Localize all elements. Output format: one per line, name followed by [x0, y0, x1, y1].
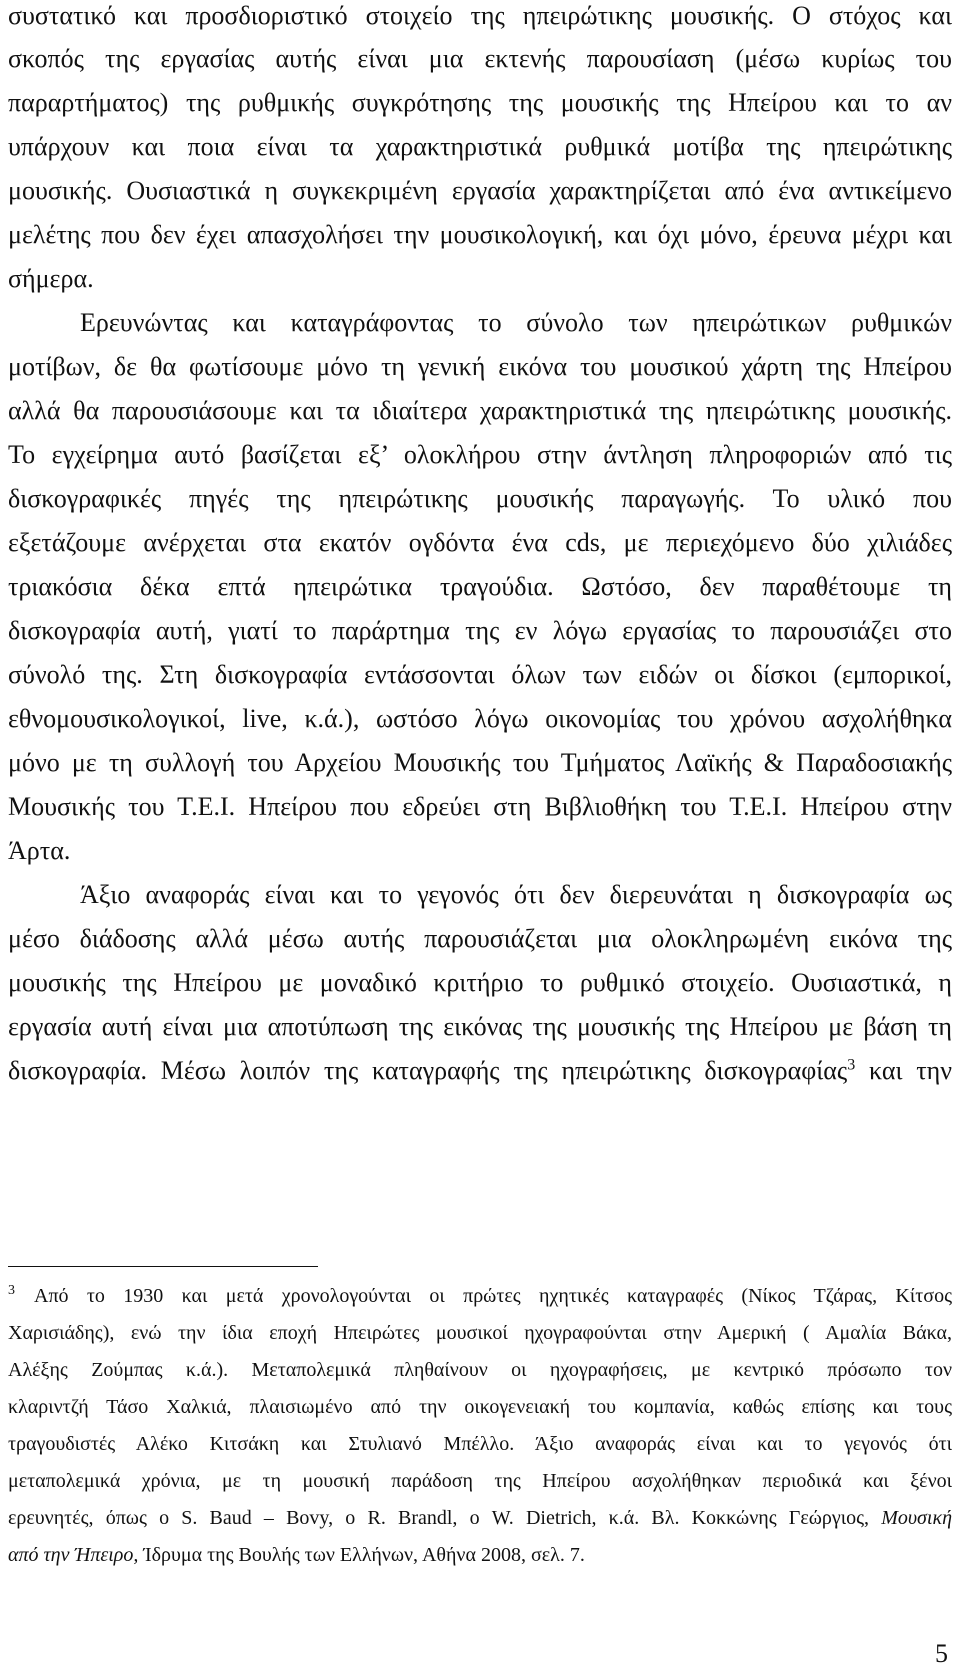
- body-line: μόνο με τη συλλογή του Αρχείου Μουσικής του Τμήματος Λαϊκής & Παραδοσιακής: [8, 748, 952, 777]
- footnote-book-title: από την Ήπειρο,: [8, 1544, 139, 1566]
- page-number: 5: [935, 1639, 948, 1668]
- body-line: αλλά θα παρουσιάσουμε και τα ιδιαίτερα χαρακτηριστικά της ηπειρώτικης μουσικής.: [8, 396, 952, 425]
- body-line: μοτίβων, δε θα φωτίσουμε μόνο τη γενική εικόνα του μουσικού χάρτη της Ηπείρου: [8, 352, 952, 381]
- footnote-line: Χαρισιάδης), ενώ την ίδια εποχή Ηπειρώτες μουσικοί ηχογραφούνται στην Αμερική ( Αμαλία Βάκα,: [8, 1322, 952, 1344]
- body-line: μουσικής της Ηπείρου με μοναδικό κριτήριο το ρυθμικό στοιχείο. Ουσιαστικά, η: [8, 968, 952, 997]
- body-line: παραρτήματος) της ρυθμικής συγκρότησης της μουσικής της Ηπείρου και το αν: [8, 88, 952, 117]
- footnote-line: Αλέξης Ζούμπας κ.ά.). Μεταπολεμικά πληθαίνουν οι ηχογραφήσεις, με κεντρικό πρόσωπο τον: [8, 1359, 952, 1381]
- body-line: Άξιο αναφοράς είναι και το γεγονός ότι δεν διερευνάται η δισκογραφία ως: [80, 880, 952, 909]
- body-line: δισκογραφία αυτή, γιατί το παράρτημα της εν λόγω εργασίας το παρουσιάζει στο: [8, 616, 952, 645]
- footnote-reference[interactable]: 3: [847, 1056, 856, 1074]
- body-line: εργασία αυτή είναι μια αποτύπωση της εικόνας της μουσικής της Ηπείρου με βάση τη: [8, 1012, 952, 1041]
- footnote-line: τραγουδιστές Αλέκο Κιτσάκη και Στυλιανό Μπέλλο. Άξιο αναφοράς είναι και το γεγονός ότι: [8, 1433, 952, 1455]
- body-line: Άρτα.: [8, 836, 71, 865]
- footnote-text: ερευνητές, όπως ο S. Baud – Bovy, ο R. Brandl, ο W. Dietrich, κ.ά. Βλ. Κοκκώνης Γεώργιος,: [8, 1507, 882, 1529]
- body-line: Ερευνώντας και καταγράφοντας το σύνολο των ηπειρώτικων ρυθμικών: [80, 308, 952, 337]
- body-line: σύνολό της. Στη δισκογραφία εντάσσονται όλων των ειδών οι δίσκοι (εμπορικοί,: [8, 660, 952, 689]
- footnote-line: μεταπολεμικά χρόνια, με τη μουσική παράδοση της Ηπείρου ασχολήθηκαν περιοδικά και ξένοι: [8, 1470, 952, 1492]
- body-line: Μουσικής του Τ.Ε.Ι. Ηπείρου που εδρεύει στη Βιβλιοθήκη του Τ.Ε.Ι. Ηπείρου στην: [8, 792, 952, 821]
- body-line: σήμερα.: [8, 264, 94, 293]
- footnote-line: Από το 1930 και μετά χρονολογούνται οι πρώτες ηχητικές καταγραφές (Νίκος Τζάρας, Κίτσος: [34, 1285, 952, 1307]
- body-line: μέσο διάδοσης αλλά μέσω αυτής παρουσιάζεται μια ολοκληρωμένη εικόνα της: [8, 924, 952, 953]
- body-line: Το εγχείρημα αυτό βασίζεται εξ’ ολοκλήρου στην άντληση πληροφοριών από τις: [8, 440, 952, 469]
- footnote-text: Ίδρυμα της Βουλής των Ελλήνων, Αθήνα 2008, σελ. 7.: [138, 1544, 585, 1566]
- body-line: εξετάζουμε ανέρχεται στα εκατόν ογδόντα ένα cds, με περιεχόμενο δύο χιλιάδες: [8, 528, 952, 557]
- body-text: και την: [855, 1056, 953, 1085]
- footnote-separator: [8, 1266, 318, 1267]
- footnote-book-title: Μουσική: [881, 1507, 952, 1529]
- footnote-line: [8, 1542, 952, 1568]
- footnote-number: 3: [8, 1283, 15, 1298]
- body-line: τριακόσια δέκα επτά ηπειρώτικα τραγούδια. Ωστόσο, δεν παραθέτουμε τη: [8, 572, 952, 601]
- footnote-line: κλαριντζή Τάσο Χαλκιά, πλαισιωμένο από την οικογενειακή του κομπανία, καθώς επίσης και τους: [8, 1396, 952, 1418]
- body-line: μουσικής. Ουσιαστικά η συγκεκριμένη εργασία χαρακτηρίζεται από ένα αντικείμενο: [8, 176, 952, 205]
- body-line: δισκογραφικές πηγές της ηπειρώτικης μουσικής παραγωγής. Το υλικό που: [8, 484, 952, 513]
- body-line: εθνομουσικολογικοί, live, κ.ά.), ωστόσο λόγω οικονομίας του χρόνου ασχολήθηκα: [8, 704, 952, 733]
- body-text: δισκογραφία. Μέσω λοιπόν της καταγραφής της ηπειρώτικης δισκογραφίας: [8, 1056, 848, 1085]
- footnote-line: [8, 1505, 952, 1531]
- body-line-with-footnote-ref: [8, 1055, 952, 1087]
- body-line: υπάρχουν και ποια είναι τα χαρακτηριστικά ρυθμικά μοτίβα της ηπειρώτικης: [8, 132, 952, 161]
- body-line: μελέτης που δεν έχει απασχολήσει την μουσικολογική, και όχι μόνο, έρευνα μέχρι και: [8, 220, 952, 249]
- body-line: συστατικό και προσδιοριστικό στοιχείο της ηπειρώτικης μουσικής. Ο στόχος και: [8, 1, 952, 30]
- body-line: σκοπός της εργασίας αυτής είναι μια εκτενής παρουσίαση (μέσω κυρίως του: [8, 44, 952, 73]
